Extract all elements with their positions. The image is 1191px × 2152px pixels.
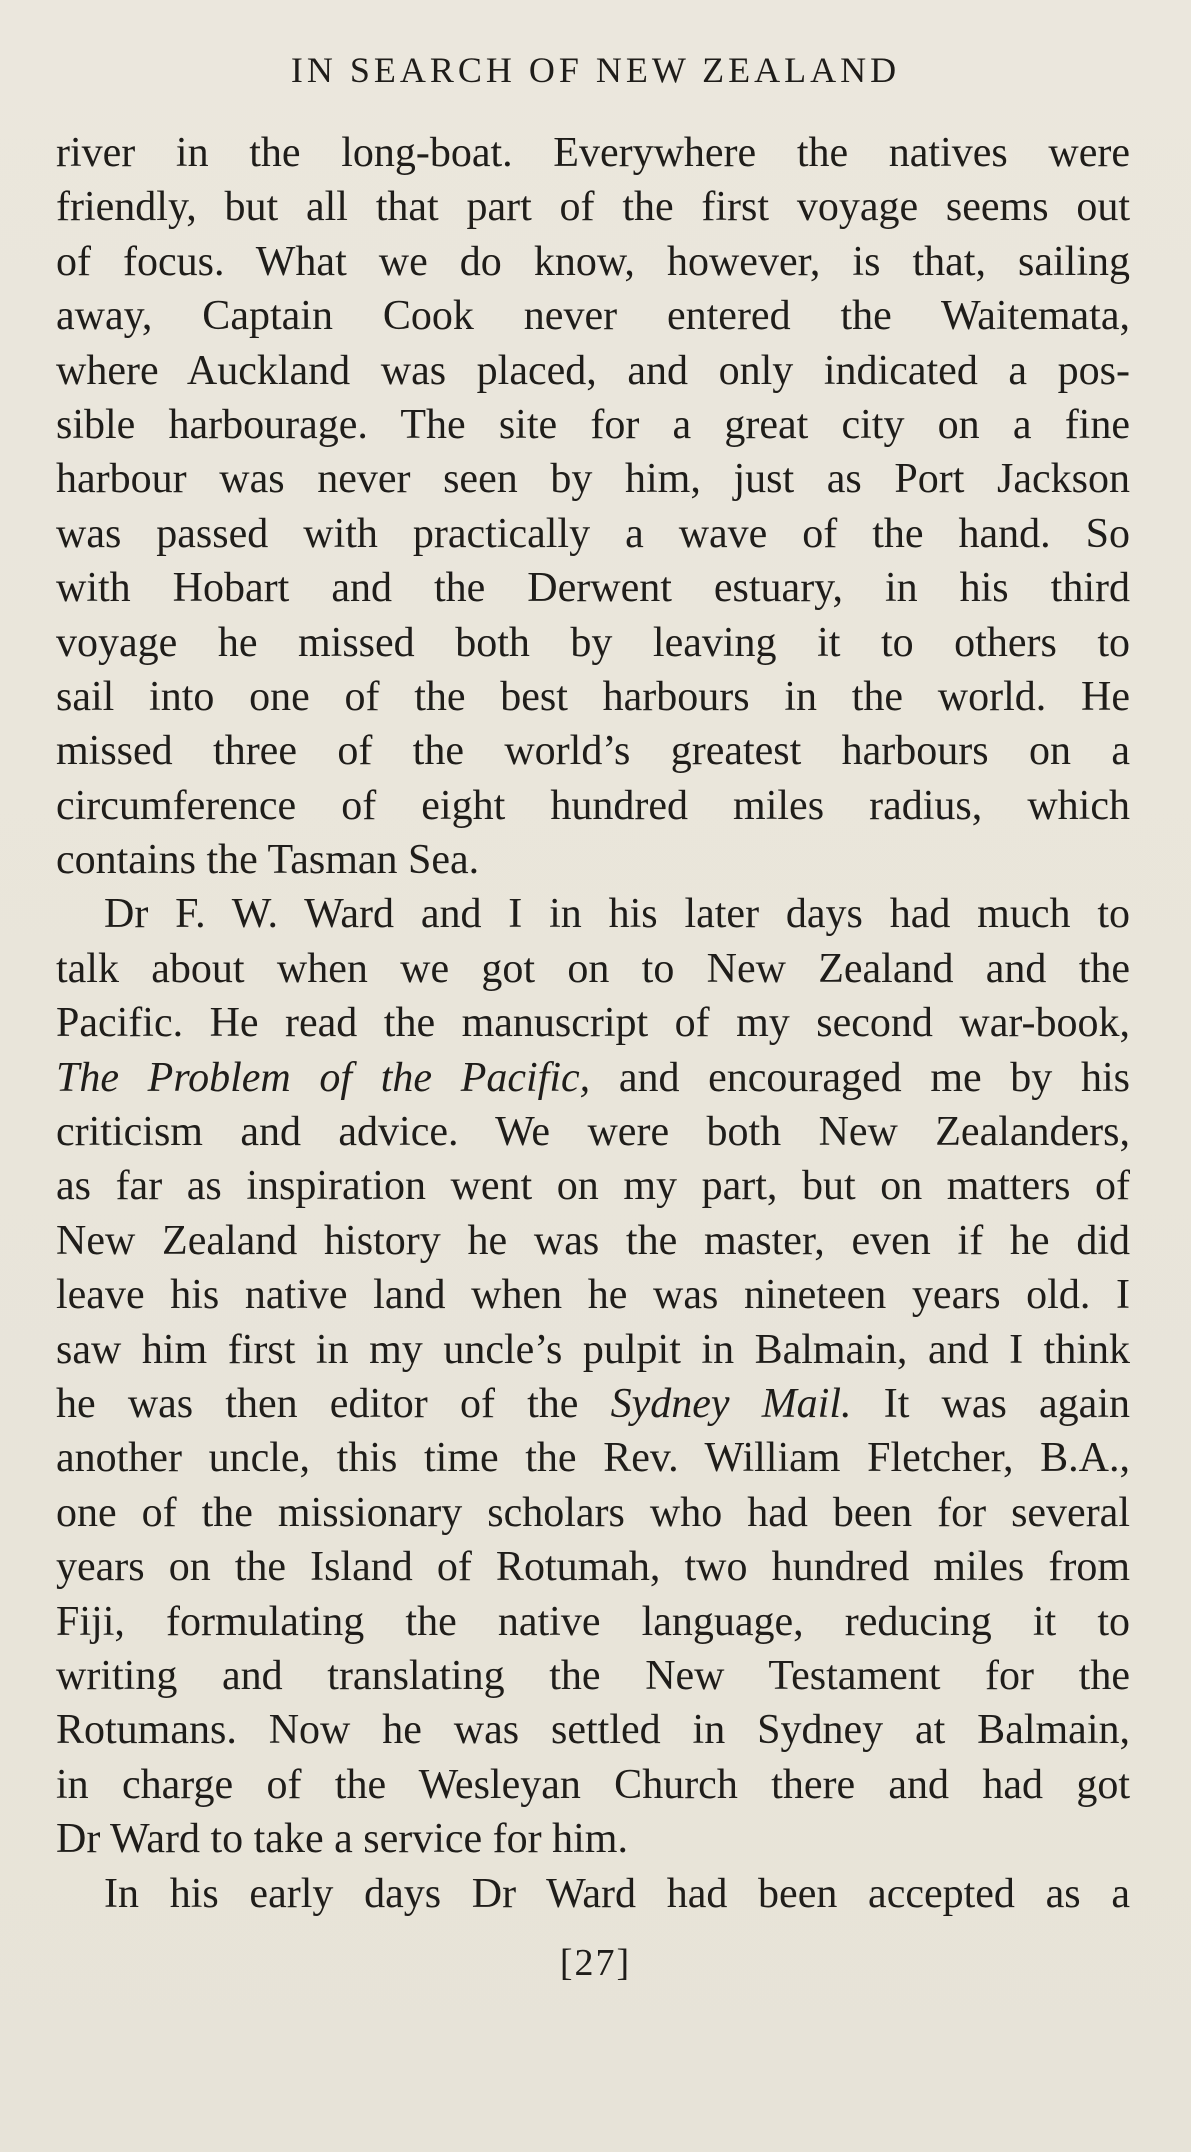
text-line: with Hobart and the Derwent estuary, in his third [56, 565, 1130, 612]
text-line: contains the Tasman Sea. [56, 837, 480, 884]
text-line [56, 1377, 1130, 1431]
page-number: [27] [559, 1942, 632, 1984]
text-line: Dr Ward to take a service for him. [56, 1816, 628, 1863]
text-line: of focus. What we do know, however, is that, sailing [56, 238, 1130, 285]
text-line: away, Captain Cook never entered the Waitemata, [56, 293, 1130, 340]
text-line: circumference of eight hundred miles radius, which [56, 782, 1130, 829]
body-text [56, 126, 1130, 1921]
text-roman: It was again [851, 1380, 1130, 1427]
text-line: sail into one of the best harbours in the world. He [56, 673, 1130, 720]
text-line: one of the missionary scholars who had been for several [56, 1489, 1130, 1536]
text-line: voyage he missed both by leaving it to others to [56, 619, 1130, 666]
text-line: missed three of the world’s greatest harbours on a [56, 728, 1130, 775]
text-line: as far as inspiration went on my part, but on matters of [56, 1163, 1130, 1210]
text-line: sible harbourage. The site for a great city on a fine [56, 401, 1130, 448]
text-line: talk about when we got on to New Zealand and the [56, 945, 1130, 992]
text-line: another uncle, this time the Rev. William Fletcher, B.A., [56, 1435, 1130, 1482]
text-roman: he was then editor of the [56, 1380, 611, 1427]
running-head: IN SEARCH OF NEW ZEALAND [290, 50, 901, 90]
text-line: river in the long-boat. Everywhere the natives were [56, 130, 1130, 176]
text-line: Fiji, formulating the native language, reducing it to [56, 1598, 1130, 1645]
text-line: New Zealand history he was the master, even if he did [56, 1217, 1130, 1264]
text-line: Pacific. He read the manuscript of my second war-book, [56, 1000, 1130, 1047]
text-line: writing and translating the New Testament for the [56, 1652, 1130, 1699]
text-line [56, 1051, 1130, 1105]
newspaper-title-italic: Sydney Mail. [610, 1380, 852, 1427]
text-roman: and encouraged me by his [590, 1054, 1130, 1101]
text-line: Rotumans. Now he was settled in Sydney at Balmain, [56, 1707, 1130, 1754]
text-line: In his early days Dr Ward had been accepted as a [104, 1870, 1130, 1917]
text-line: where Auckland was placed, and only indicated a pos- [56, 347, 1130, 394]
text-line: was passed with practically a wave of the hand. So [56, 510, 1130, 557]
text-line: Dr F. W. Ward and I in his later days had much to [104, 891, 1130, 938]
text-line: criticism and advice. We were both New Zealanders, [56, 1109, 1130, 1156]
text-line: in charge of the Wesleyan Church there and had got [56, 1761, 1130, 1808]
text-line: harbour was never seen by him, just as Port Jackson [56, 456, 1130, 503]
book-title-italic: The Problem of the Pacific, [56, 1054, 591, 1101]
text-line: leave his native land when he was nineteen years old. I [56, 1272, 1130, 1319]
text-line: saw him first in my uncle’s pulpit in Balmain, and I think [56, 1326, 1130, 1373]
text-line: friendly, but all that part of the first voyage seems out [56, 184, 1130, 231]
text-line: years on the Island of Rotumah, two hundred miles from [56, 1544, 1130, 1591]
